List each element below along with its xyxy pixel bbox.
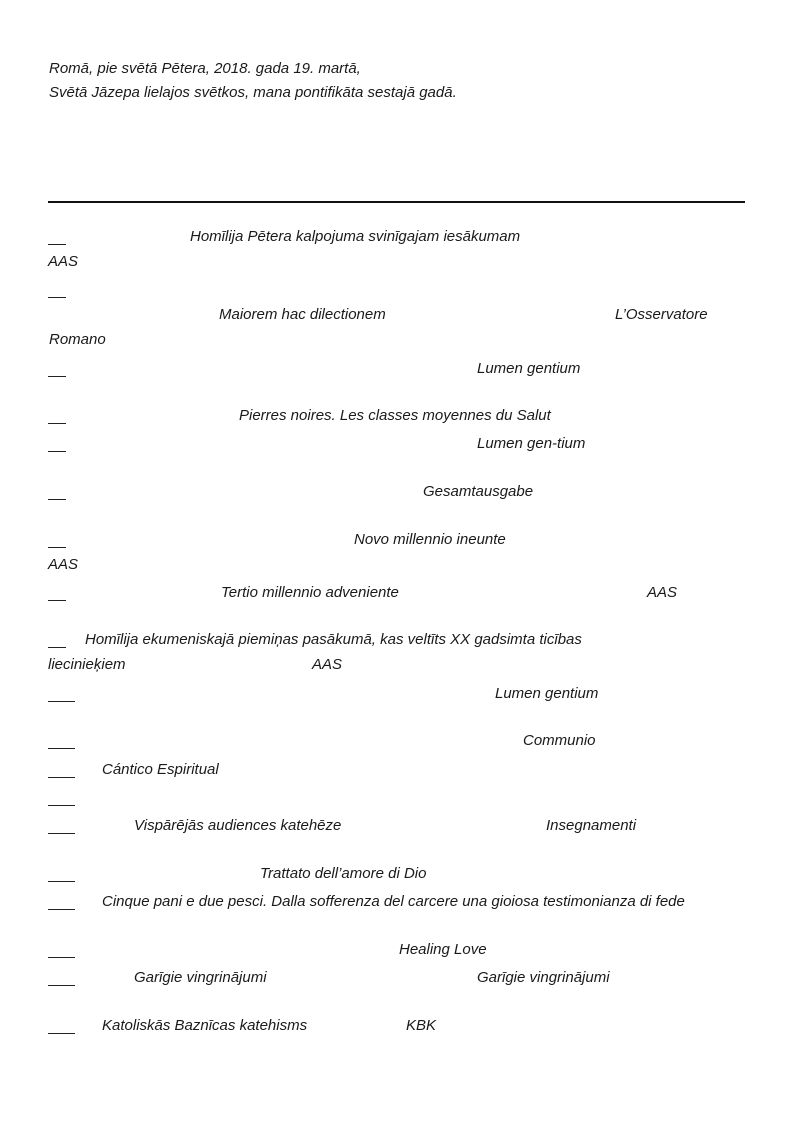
footnote-title: Garīgie vingrinājumi (477, 969, 610, 986)
footnote-title: Vispārējās audiences katehēze (134, 817, 342, 834)
footnote-title: Trattato dell’amore di Dio (260, 865, 427, 882)
footnote-title: Gesamtausgabe (423, 483, 534, 500)
footnote-title: Cinque pani e due pesci. Dalla sofferenza del carcere una gioiosa testimonianza di fede (102, 893, 685, 910)
footnote-marker (48, 985, 75, 986)
footnote-marker (48, 600, 66, 601)
footnote-marker (48, 244, 66, 245)
closing-feast-line: Svētā Jāzepa lielajos svētkos, mana pontifikāta sestajā gadā. (49, 84, 457, 101)
footnote-title: Tertio millennio adveniente (221, 584, 399, 601)
footnote-title: Novo millennio ineunte (354, 531, 506, 548)
footnote-marker (48, 451, 66, 452)
footnote-marker (48, 957, 75, 958)
footnote-source: AAS (312, 656, 343, 673)
footnote-source: Insegnamenti (546, 817, 637, 834)
footnote-marker (48, 777, 75, 778)
footnote-marker (48, 297, 66, 298)
footnote-title: Garīgie vingrinājumi (134, 969, 267, 986)
footnote-title: Lumen gentium (477, 360, 581, 377)
footnote-source: AAS (48, 253, 79, 270)
footnote-title: Pierres noires. Les classes moyennes du Salut (239, 407, 551, 424)
footnote-source: L’Osservatore (615, 306, 708, 323)
footnote-source: AAS (647, 584, 678, 601)
footnote-title: Homīlija ekumeniskajā piemiņas pasākumā, kas veltīts XX gadsimta ticības (85, 631, 582, 648)
footnote-title: Katoliskās Baznīcas katehisms (102, 1017, 308, 1034)
footnote-marker (48, 547, 66, 548)
footnote-title: Homīlija Pētera kalpojuma svinīgajam iesākumam (190, 228, 521, 245)
footnote-title: Cántico Espiritual (102, 761, 219, 778)
footnote-marker (48, 376, 66, 377)
footnote-title: Communio (523, 732, 596, 749)
footnote-marker (48, 423, 66, 424)
footnote-title: Lumen gen-tium (477, 435, 586, 452)
footnote-title: Maiorem hac dilectionem (219, 306, 386, 323)
footnote-marker (48, 909, 75, 910)
footnote-marker (48, 647, 66, 648)
footnote-source: KBK (406, 1017, 437, 1034)
footnote-title-cont: liecinieķiem (48, 656, 126, 673)
footnote-marker (48, 833, 75, 834)
footnote-marker (48, 499, 66, 500)
footnote-title: Lumen gentium (495, 685, 599, 702)
footnote-marker (48, 1033, 75, 1034)
footnote-marker (48, 701, 75, 702)
footnote-marker (48, 748, 75, 749)
footnote-title: Healing Love (399, 941, 487, 958)
footnote-source: Romano (49, 331, 106, 348)
footnote-source: AAS (48, 556, 79, 573)
footnote-marker (48, 881, 75, 882)
footnote-separator (48, 201, 745, 203)
closing-date-line: Romā, pie svētā Pētera, 2018. gada 19. martā, (49, 60, 361, 77)
footnote-marker (48, 805, 75, 806)
